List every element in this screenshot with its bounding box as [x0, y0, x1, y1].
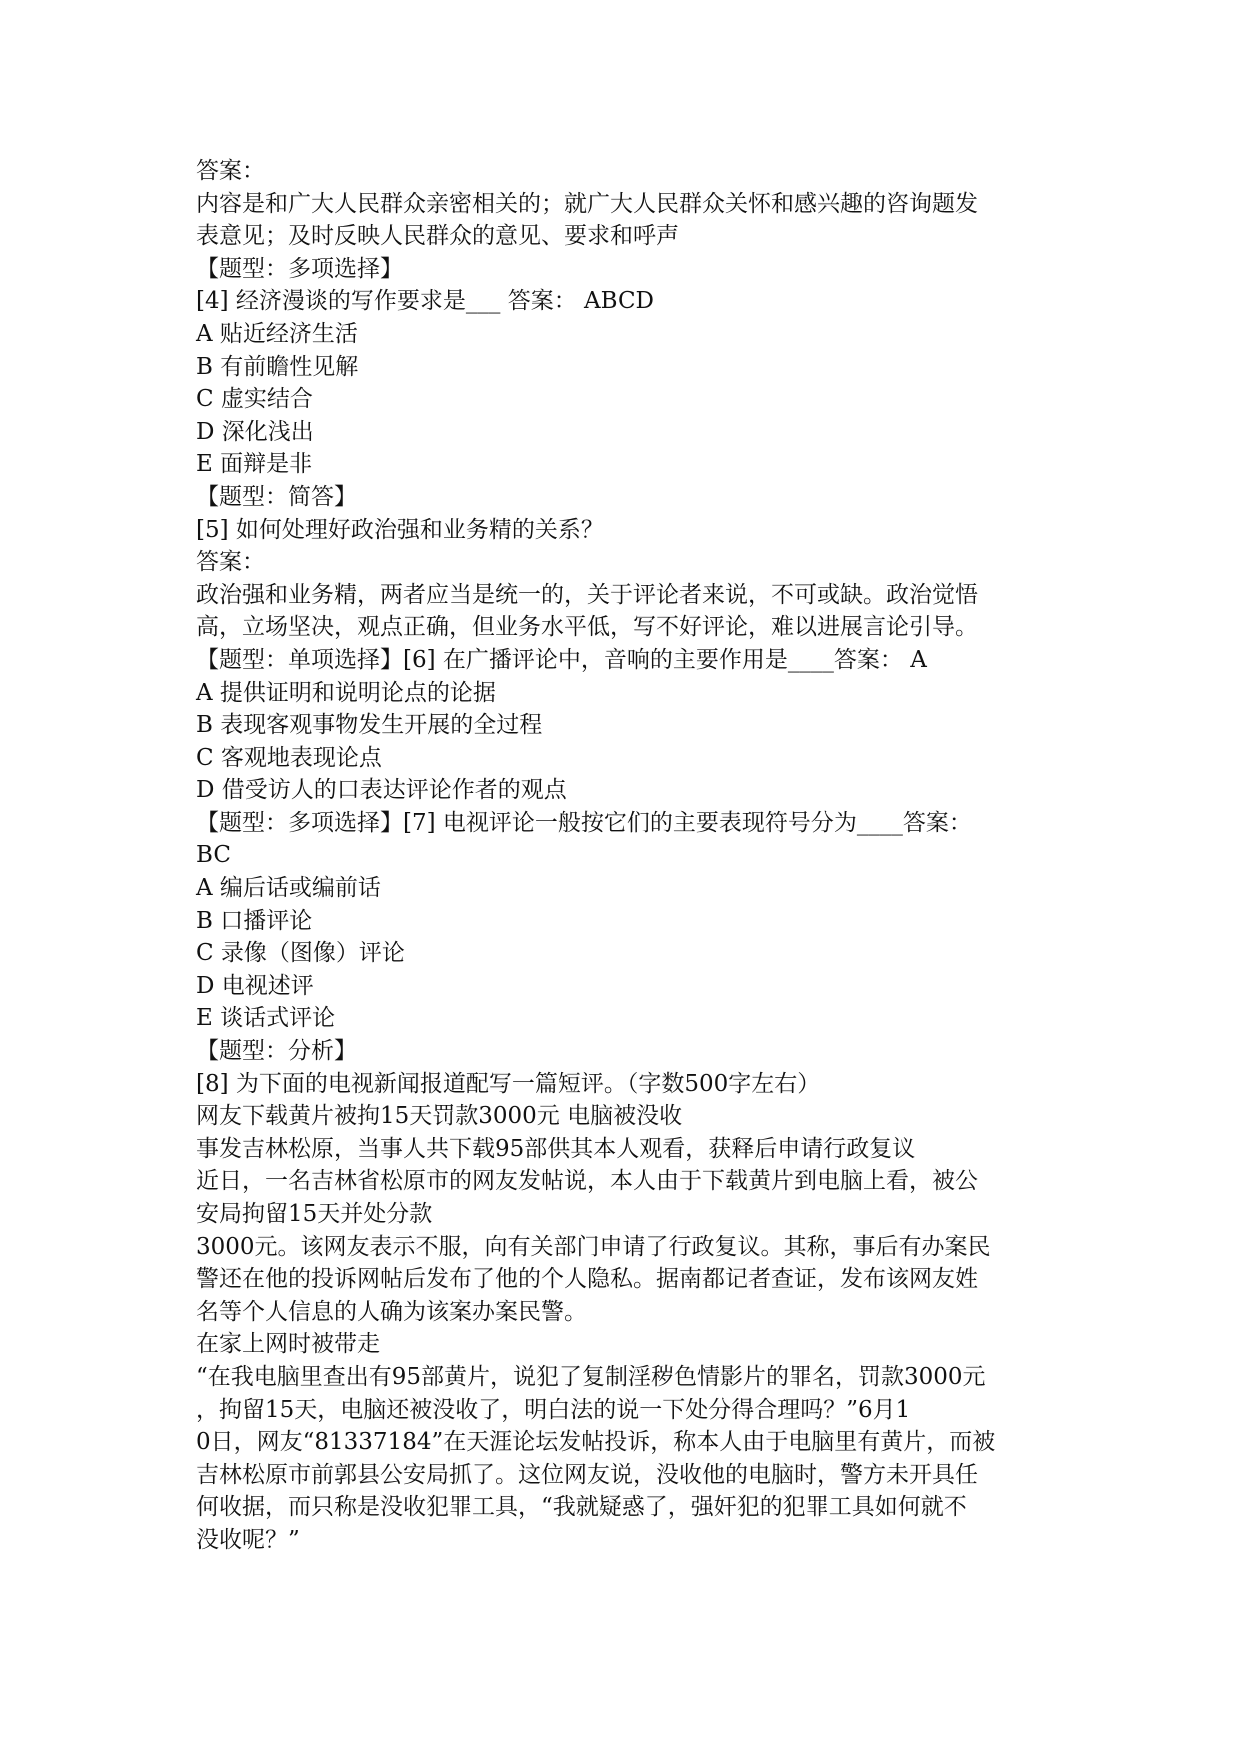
option-b: B 口播评论	[196, 907, 313, 934]
option-a: A 编后话或编前话	[196, 875, 381, 902]
text-line: 警还在他的投诉网帖后发布了他的个人隐私。据南都记者查证，发布该网友姓	[196, 1266, 978, 1293]
option-e: E 面辩是非	[196, 451, 313, 478]
question-8: [8] 为下面的电视新闻报道配写一篇短评。（字数500字左右）	[196, 1070, 821, 1097]
option-c: C 客观地表现论点	[196, 744, 382, 771]
option-d: D 深化浅出	[196, 418, 314, 445]
document-body	[196, 155, 1056, 1557]
text-line: 没收呢？”	[196, 1526, 300, 1553]
option-b: B 表现客观事物发生开展的全过程	[196, 712, 543, 739]
text-line: ，拘留15天，电脑还被没收了，明白法的说一下处分得合理吗？”6月1	[196, 1396, 911, 1423]
option-b: B 有前瞻性见解	[196, 353, 359, 380]
text-line: 政治强和业务精，两者应当是统一的，关于评论者来说，不可或缺。政治觉悟	[196, 581, 978, 608]
text-line: 0日，网友“81337184”在天涯论坛发帖投诉，称本人由于电脑里有黄片，而被	[196, 1429, 996, 1456]
answer-value: BC	[196, 842, 231, 869]
question-4: [4] 经济漫谈的写作要求是___ 答案： ABCD	[196, 288, 654, 315]
question-type-label: 【题型：多项选择】	[196, 255, 403, 282]
question-6: 【题型：单项选择】[6] 在广播评论中，音响的主要作用是____答案： A	[196, 646, 927, 673]
answer-label: 答案：	[196, 549, 265, 576]
section-heading: 在家上网时被带走	[196, 1331, 380, 1358]
option-c: C 虚实结合	[196, 386, 313, 413]
text-line: 内容是和广大人民群众亲密相关的；就广大人民群众关怀和感兴趣的咨询题发	[196, 190, 978, 217]
text-line: 安局拘留15天并处分款	[196, 1201, 433, 1227]
text-line: 名等个人信息的人确为该案办案民警。	[196, 1298, 587, 1325]
question-7: 【题型：多项选择】[7] 电视评论一般按它们的主要表现符号分为____答案：	[196, 809, 972, 836]
text-line: 高，立场坚决，观点正确，但业务水平低，写不好评论，难以进展言论引导。	[196, 614, 978, 641]
question-type-label: 【题型：简答】	[196, 483, 357, 510]
option-d: D 借受访人的口表达评论作者的观点	[196, 777, 567, 804]
news-subheadline: 事发吉林松原，当事人共下载95部供其本人观看，获释后申请行政复议	[196, 1135, 916, 1162]
option-e: E 谈话式评论	[196, 1005, 336, 1032]
text-line: “在我电脑里查出有95部黄片，说犯了复制淫秽色情影片的罪名，罚款3000元	[196, 1363, 986, 1390]
text-line: 3000元。该网友表示不服，向有关部门申请了行政复议。其称，事后有办案民	[196, 1233, 991, 1260]
question-type-label: 【题型：分析】	[196, 1038, 357, 1065]
text-line: 表意见；及时反映人民群众的意见、要求和呼声	[196, 223, 679, 250]
option-c: C 录像（图像）评论	[196, 940, 405, 967]
option-a: A 贴近经济生活	[196, 320, 358, 347]
text-line: 近日，一名吉林省松原市的网友发帖说，本人由于下载黄片到电脑上看，被公	[196, 1168, 978, 1195]
text-line: 何收据，而只称是没收犯罪工具，“我就疑惑了，强奸犯的犯罪工具如何就不	[196, 1494, 967, 1521]
text-line: 吉林松原市前郭县公安局抓了。这位网友说，没收他的电脑时，警方未开具任	[196, 1461, 978, 1488]
option-d: D 电视述评	[196, 972, 314, 999]
news-headline: 网友下载黄片被拘15天罚款3000元 电脑被没收	[196, 1103, 683, 1130]
question-5: [5] 如何处理好政治强和业务精的关系？	[196, 516, 604, 543]
text-line: 答案：	[196, 158, 265, 184]
option-a: A 提供证明和说明论点的论据	[196, 679, 496, 706]
